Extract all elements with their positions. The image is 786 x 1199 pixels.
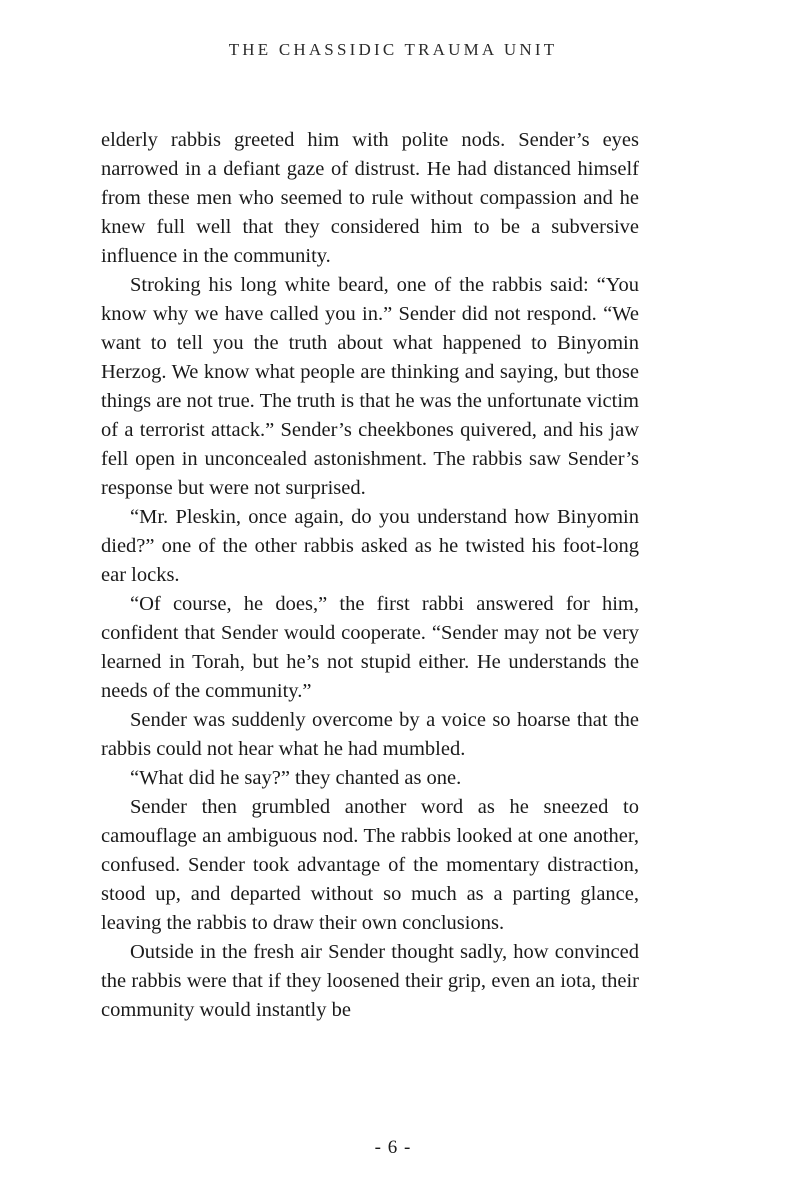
running-head-title: THE CHASSIDIC TRAUMA UNIT <box>228 40 558 59</box>
paragraph-5: Sender was suddenly overcome by a voice so hoarse that the rabbis could not hear what he had mumbled. <box>101 709 639 760</box>
paragraph-2: Stroking his long white beard, one of the rabbis said: “You know why we have called you in.” Sender did not respond. “We want to tell you the truth about what happened to Binyomin Herzog. We know what people are thinking and saying, but those things are not true. The truth is that he was the unfortunate victim of a terrorist attack.” Sender’s cheekbones quivered, and his jaw fell open in unconcealed astonishment. The rabbis saw Sender’s response but were not surprised. <box>101 274 639 499</box>
paragraph-1: elderly rabbis greeted him with polite nods. Sender’s eyes narrowed in a defiant gaze of distrust. He had distanced himself from these men who seemed to rule without compassion and he knew full well that they considered him to be a subversive influence in the community. <box>101 129 639 267</box>
paragraph-6: “What did he say?” they chanted as one. <box>130 767 462 789</box>
paragraph-7: Sender then grumbled another word as he sneezed to camouflage an ambiguous nod. The rabbis looked at one another, confused. Sender took advantage of the momentary distraction, stood up, and departed without so much as a parting glance, leaving the rabbis to draw their own conclusions. <box>101 796 639 934</box>
paragraph-8: Outside in the fresh air Sender thought sadly, how convinced the rabbis were that if they loosened their grip, even an iota, their community would instantly be <box>101 941 639 1021</box>
body-text <box>101 126 639 1025</box>
page-number: - 6 - <box>374 1137 412 1158</box>
paragraph-4: “Of course, he does,” the first rabbi answered for him, confident that Sender would cooperate. “Sender may not be very learned in Torah, but he’s not stupid either. He understands the needs of the community.” <box>101 593 639 702</box>
paragraph-3: “Mr. Pleskin, once again, do you understand how Binyomin died?” one of the other rabbis asked as he twisted his foot-long ear locks. <box>101 506 639 586</box>
